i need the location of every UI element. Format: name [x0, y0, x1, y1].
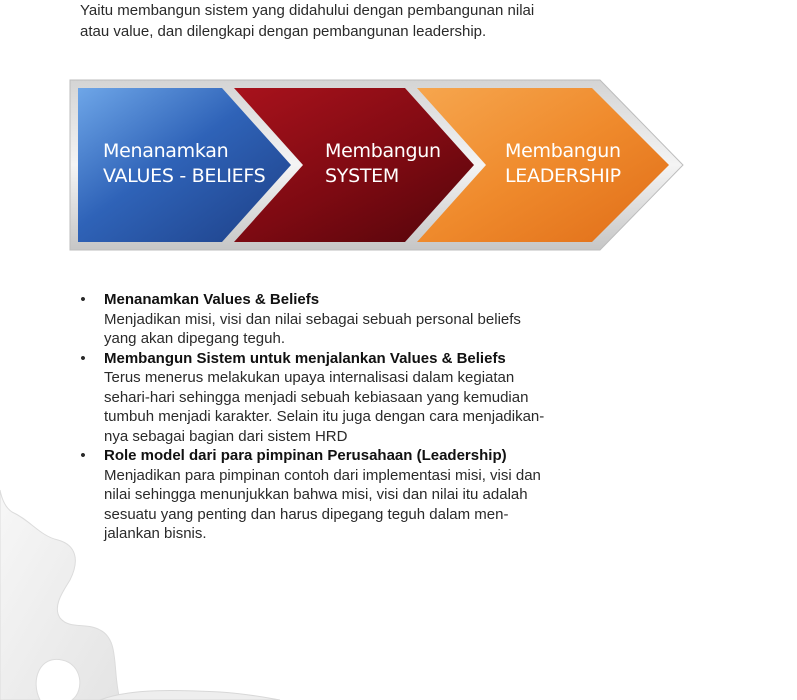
intro-line: Yaitu membangun sistem yang didahului dengan pembangunan nilai: [80, 2, 535, 19]
step-label-line2: VALUES - BELIEFS: [103, 165, 266, 187]
list-item: [78, 290, 598, 349]
list-item: [78, 446, 598, 544]
list-item-title: Menanamkan Values & Beliefs: [104, 291, 320, 308]
list-item-line: tumbuh menjadi karakter. Selain itu juga dengan cara menjadikan-: [104, 408, 545, 425]
step-label-line1: Membangun: [325, 140, 441, 162]
list-item-line: nilai sehingga menunjukkan bahwa misi, visi dan nilai itu adalah: [104, 486, 528, 503]
bullet-icon: •: [80, 447, 86, 464]
list-item-line: Menjadikan misi, visi dan nilai sebagai sebuah personal beliefs: [104, 310, 521, 328]
step-label-line1: Membangun: [505, 140, 621, 162]
list-item-line: nya sebagai bagian dari sistem HRD: [104, 427, 348, 445]
step-label-line2: SYSTEM: [325, 165, 399, 187]
step-values-beliefs-label: [103, 139, 265, 189]
list-item-line: sesuatu yang penting dan harus dipegang teguh dalam men-: [104, 505, 509, 523]
list-item-line: yang akan dipegang teguh.: [104, 330, 285, 347]
bullet-list: [78, 290, 598, 544]
list-item-line: jalankan bisnis.: [104, 525, 207, 542]
list-item-line: Terus menerus melakukan upaya internalisasi dalam kegiatan: [104, 369, 515, 386]
step-leadership-label: [505, 139, 621, 189]
list-item-title: Membangun Sistem untuk menjalankan Values & Beliefs: [104, 349, 506, 367]
step-label-line2: LEADERSHIP: [505, 165, 621, 187]
intro-line: atau value, dan dilengkapi dengan pembangunan leadership.: [80, 23, 487, 40]
list-item: [78, 349, 598, 447]
bullet-icon: •: [80, 349, 86, 367]
list-item-title: Role model dari para pimpinan Perusahaan (Leadership): [104, 447, 507, 464]
step-system-label: [325, 139, 441, 189]
list-item-line: sehari-hari sehingga menjadi sebuah kebiasaan yang kemudian: [104, 388, 529, 406]
step-label-line1: Menanamkan: [103, 140, 229, 162]
bullet-icon: •: [80, 291, 86, 308]
list-item-line: Menjadikan para pimpinan contoh dari implementasi misi, visi dan: [104, 466, 541, 484]
